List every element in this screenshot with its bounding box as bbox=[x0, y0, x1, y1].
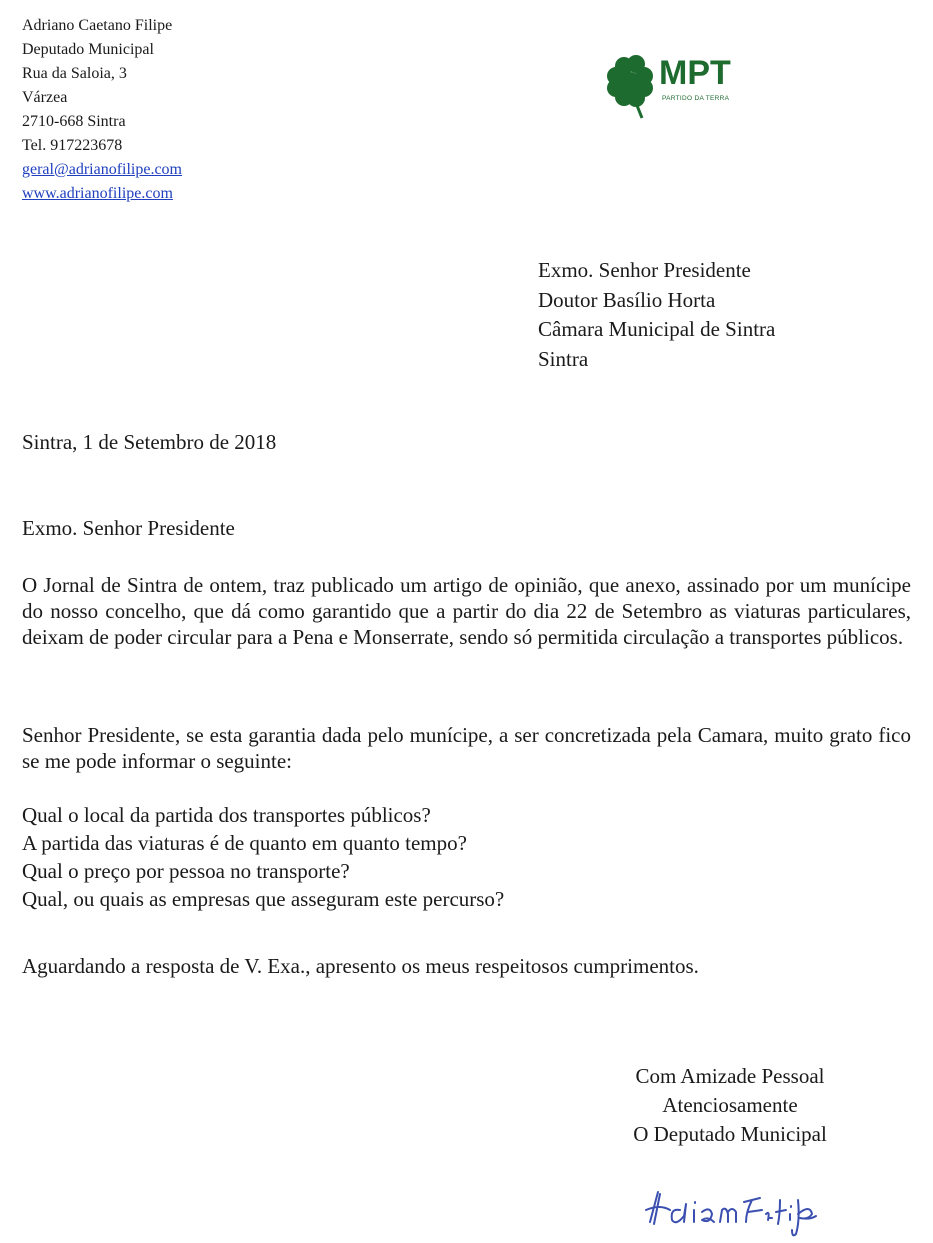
closing-paragraph: Aguardando a resposta de V. Exa., apresento os meus respeitosos cumprimentos. bbox=[22, 954, 699, 978]
recipient-title: Exmo. Senhor Presidente bbox=[538, 258, 751, 282]
sender-email-link[interactable]: geral@adrianofilipe.com bbox=[22, 161, 182, 178]
letter-greeting: Exmo. Senhor Presidente bbox=[22, 516, 235, 540]
question-list bbox=[22, 801, 504, 913]
question-item: A partida das viaturas é de quanto em quanto tempo? bbox=[22, 831, 467, 855]
question-item: Qual, ou quais as empresas que asseguram este percurso? bbox=[22, 887, 505, 911]
recipient-address-block bbox=[538, 256, 775, 374]
body-paragraph: O Jornal de Sintra de ontem, traz publicado um artigo de opinião, que anexo, assinado por um munícipe do nosso concelho, que dá como garantido que a partir do dia 22 de Setembro as viaturas particulares, deixam de poder circular para a Pena e Monserrate, sendo só permitida circulação a transportes públicos. bbox=[22, 573, 911, 649]
recipient-city: Sintra bbox=[538, 346, 589, 371]
sender-locality: Várzea bbox=[22, 89, 68, 106]
question-item: Qual o preço por pessoa no transporte? bbox=[22, 859, 350, 883]
recipient-organization: Câmara Municipal de Sintra bbox=[538, 317, 776, 341]
sign-off-block bbox=[600, 1062, 860, 1149]
sender-name: Adriano Caetano Filipe bbox=[22, 17, 173, 34]
question-item: Qual o local da partida dos transportes públicos? bbox=[22, 803, 431, 827]
handwritten-signature-icon bbox=[640, 1180, 850, 1240]
sender-website-link[interactable]: www.adrianofilipe.com bbox=[22, 185, 173, 202]
sign-off-line: O Deputado Municipal bbox=[633, 1122, 827, 1146]
four-leaf-clover-icon bbox=[604, 54, 666, 120]
body-paragraph: Senhor Presidente, se esta garantia dada pelo munícipe, a ser concretizada pela Camara, muito grato fico se me pode informar o seguinte: bbox=[22, 723, 911, 773]
recipient-name: Doutor Basílio Horta bbox=[538, 287, 716, 312]
sender-street: Rua da Saloia, 3 bbox=[22, 65, 127, 82]
sign-off-line: Atenciosamente bbox=[662, 1093, 798, 1117]
logo-text: MPT bbox=[659, 54, 731, 92]
mpt-party-logo bbox=[604, 54, 754, 118]
sender-address-block bbox=[22, 14, 182, 206]
logo-subtitle: PARTIDO DA TERRA bbox=[662, 95, 730, 102]
sender-role: Deputado Municipal bbox=[22, 41, 154, 58]
sender-postal-code: 2710-668 Sintra bbox=[22, 113, 126, 130]
letter-date: Sintra, 1 de Setembro de 2018 bbox=[22, 430, 277, 454]
sender-phone: Tel. 917223678 bbox=[22, 137, 123, 154]
sign-off-line: Com Amizade Pessoal bbox=[635, 1064, 825, 1088]
